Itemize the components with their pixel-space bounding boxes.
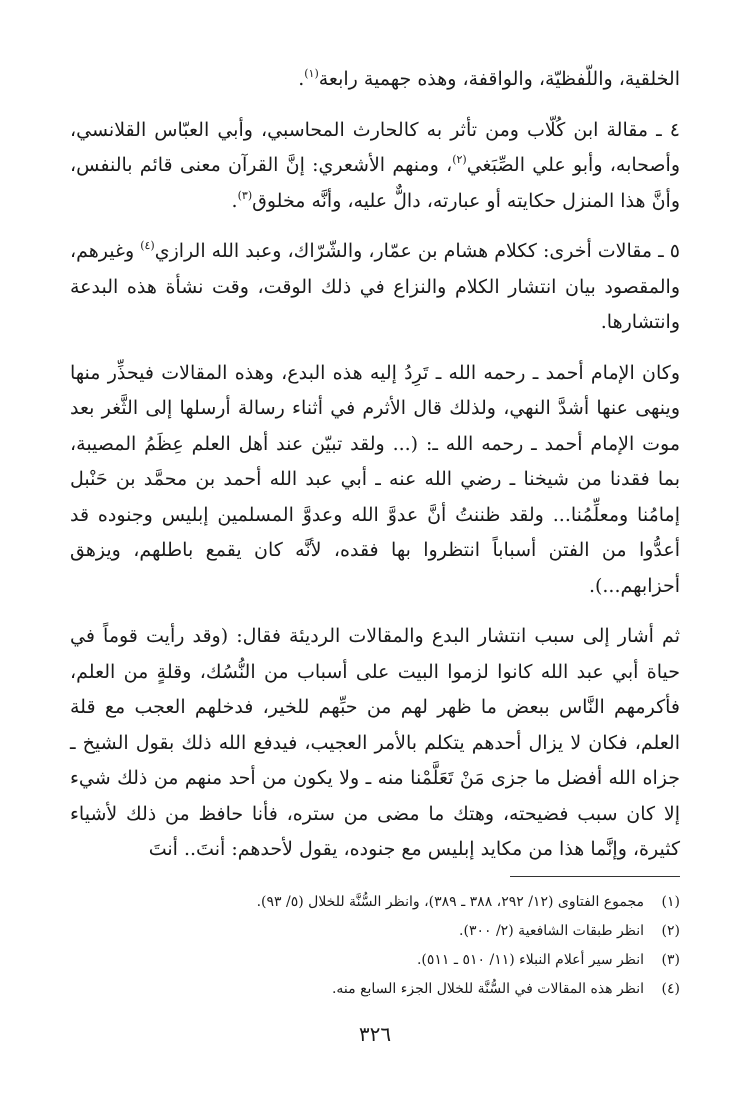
footnote-text: انظر سير أعلام النبلاء (١١/ ٥١٠ ـ ٥١١).	[416, 952, 644, 968]
footnote-3	[80, 946, 680, 975]
paragraph-1	[70, 62, 680, 98]
footnote-text: مجموع الفتاوى (١٢/ ٢٩٢، ٣٨٨ ـ ٣٨٩)، وانظر السُّنَّة للخلال (٥/ ٩٣).	[256, 894, 644, 910]
paragraph-3-text-a: ٥ ـ مقالات أخرى: ككلام هشام بن عمّار، والشّرّاك، وعبد الله الرازي	[154, 240, 680, 262]
footnote-ref-3: (٣)	[237, 188, 253, 202]
paragraph-3	[70, 234, 680, 341]
paragraph-2-text-b: ، ومنهم الأشعري: إنَّ القرآن معنى قائم بالنفس، وأنَّ هذا المنزل حكايته أو عبارته، دالٌّ عليه، وأنَّه مخلوق	[70, 154, 680, 212]
footnote-4	[80, 975, 680, 1004]
footnote-1	[80, 888, 680, 917]
paragraph-5: ثم أشار إلى سبب انتشار البدع والمقالات الرديئة فقال: (وقد رأيت قوماً في حياة أبي عبد الله كانوا لزموا البيت على أسباب من النُّسُك، وقلةٍ من العلم، فأكرمهم النَّاس ببعض ما ظهر لهم من حبِّهم للخير، فدخلهم العجب مع قلة العلم، فكان لا يزال أحدهم يتكلم بالأمر العجيب، فيدفع الله ذلك بقول الشيخ ـ جزاه الله أفضل ما جزى مَنْ تَعَلَّمْنا منه ـ ولا يكون من أحد منهم من ذلك شيء إلا كان سبب فضيحته، وهتك ما مضى من ستره، فأنا حافظ من ذلك لأشياء كثيرة، وإنَّما هذا من مكايد إبليس مع جنوده، يقول لأحدهم: أنتَ.. أنتَ	[70, 625, 680, 860]
footnote-number: (١)	[661, 894, 680, 910]
footnote-number: (٣)	[661, 952, 680, 968]
page-number: ٣٢٦	[358, 1022, 392, 1046]
main-text	[70, 62, 680, 868]
paragraph-2	[70, 113, 680, 220]
paragraph-3-text-b: وغيرهم، والمقصود بيان انتشار الكلام والنزاع في ذلك الوقت، وقت نشأة هذه البدعة وانتشارها.	[70, 240, 680, 333]
footnote-separator	[510, 876, 680, 877]
paragraph-1-end: .	[298, 68, 305, 90]
footnote-ref-2: (٢)	[452, 153, 467, 166]
footnote-text: انظر هذه المقالات في السُّنَّة للخلال الجزء السابع منه.	[331, 981, 644, 997]
footnote-2	[80, 917, 680, 946]
paragraph-4: وكان الإمام أحمد ـ رحمه الله ـ تَرِدُ إليه هذه البدع، وهذه المقالات فيحذِّر منها وينهى عنها أشدَّ النهي، ولذلك قال الأثرم في أثناء رسالة أرسلها إلى الثَّغر بعد موت الإمام أحمد ـ رحمه الله ـ: (... ولقد تبيّن عند أهل العلم عِظَمُ المصيبة، بما فقدنا من شيخنا ـ رضي الله عنه ـ أبي عبد الله أحمد بن محمَّد بن حَنْبل إمامُنا ومعلِّمُنا... ولقد ظننتُ أنَّ عدوَّ الله وعدوَّ المسلمين إبليس وجنوده قد أعدُّوا من الفتن أسباباً انتظروا بها فقده، لأنَّه كان يقمع باطلهم، ويزهق أحزابهم...).	[70, 361, 680, 597]
paragraph-1-text: الخلقية، واللّفظيّة، والواقفة، وهذه جهمية رابعة	[318, 68, 680, 90]
paragraph-2-text-a: ٤ ـ مقالة ابن كُلّاب ومن تأثر به كالحارث المحاسبي، وأبي العبّاس القلانسي، وأصحابه، وأبو علي الصِّبَغي	[70, 118, 681, 176]
footnote-number: (٢)	[661, 923, 680, 939]
footnote-text: انظر طبقات الشافعية (٢/ ٣٠٠).	[459, 923, 644, 939]
paragraph-2-end: .	[231, 189, 238, 212]
footnote-number: (٤)	[661, 981, 680, 997]
footnote-ref-4: (٤)	[140, 239, 155, 252]
footnotes	[80, 888, 680, 1004]
footnote-ref-1: (١)	[304, 67, 319, 80]
